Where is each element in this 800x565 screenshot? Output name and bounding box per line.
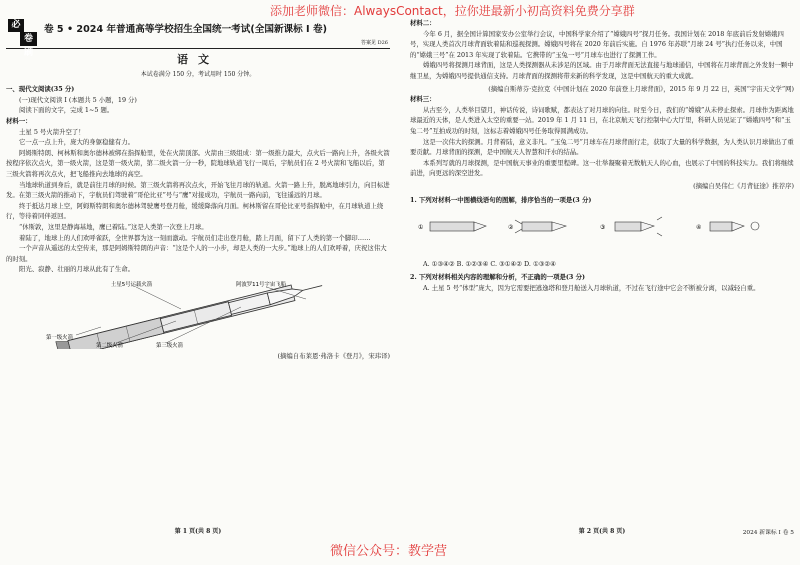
- subsection-heading: (一)现代文阅读 I (本题共 5 小题，19 分): [19, 95, 137, 104]
- stage-figure-4: [696, 222, 759, 231]
- watermark-top: 添加老师微信：AlwaysContact，拉你进最新小初高资料免费分享群: [270, 4, 635, 18]
- watermark-bottom: 微信公众号：教学营: [330, 544, 448, 559]
- source-citation: (摘编自斯蒂芬·克拉克《中国计划在 2020 年前登上月球背面》，2015 年 9 月 22 日，英国“宇宙天文学”网): [488, 84, 794, 93]
- paragraph: “休斯敦，这里是静海基地，鹰已着陆。”这是人类第一次登上月球。: [19, 222, 208, 231]
- paragraph: 着陆了，地球上的人们欢呼雀跃，全世界都为这一刻而激动。宇航员们走出登月舱，踏上月面，留下了人类的第一个脚印……: [19, 233, 371, 242]
- rocket-label: 土星5号运载火箭: [111, 281, 153, 288]
- paragraph: 从古至今，人类举目望月，神话传说，诗词歌赋，都表达了对月球的向往。时至今日，我们的“嫦娥”从未停止探索。月球作为距离地球最近的天体，是人类进入太空的重要一站。2019 年 1 月 11 日，在北京航天飞行控制中心大厅里，科研人员见证了“嫦娥四号”和“玉兔二号”互拍成功的时刻，这标志着嫦娥四号任务取得圆满成功。: [410, 105, 794, 135]
- question-2-option-a: A. 土星 5 号“体型”庞大，因为它需要把逃逸塔和登月舱送入月球轨道，不过在飞行途中它会不断被分离，以减轻自重。: [423, 283, 760, 292]
- svg-text:①: ①: [418, 224, 424, 232]
- rocket-label: 第一级火箭: [46, 334, 73, 341]
- paragraph: 本系列写就的月球探测，是中国航天事业的重要里程碑。这一壮举凝聚着无数航天人的心血，也展示了中国的科技实力。我们将继续前进，向更远的深空进发。: [410, 158, 794, 178]
- paragraph: 终于抵达月球上空，阿姆斯特朗和奥尔德林驾驶鹰号登月舱，缓缓降落向月面。柯林斯留在哥伦比亚号指挥舱中，在月球轨道上绕行，等待着同伴返回。: [6, 201, 384, 221]
- material-label: 材料二：: [410, 19, 436, 27]
- rocket-label: 第二级火箭: [96, 342, 123, 349]
- paragraph: 这是一次伟大的探测。月背着陆，意义非凡。“玉兔二号”月球车在月球背面行走，获取了大量的科学数据，为人类认识月球做出了重要贡献。月球背面的探测，是中国航天人智慧和汗水的结晶。: [410, 137, 794, 157]
- stage-figure-1: [418, 222, 486, 231]
- paragraph: 当地球轨道到身后，就是前往月球的时候。第三级火箭将再次点火，开始飞往月球的轨道。火箭一路上升，脱离地球引力，向目标进发。在第三级火箭的推动下，宇航员们驾驶着“哥伦比亚”号与“鹰”对接成功，宇航员一路向前，飞往遥远的月球。: [6, 180, 390, 200]
- section-heading: 一、现代文阅读(35 分): [6, 85, 75, 94]
- paragraph: 它一点一点上升，庞大的身躯稳健有力。: [19, 138, 135, 147]
- exam-banner: [6, 18, 390, 58]
- material-label: 材料三：: [410, 95, 436, 104]
- instruction: 阅读下面的文字，完成 1~5 题。: [19, 106, 114, 115]
- paragraph: 嫦娥四号将探测月球背面，这是人类探测器从未涉足的区域。由于月球背面无法直接与地球通信，中国将在月球背面之外发射一颗中继卫星，为嫦娥四号提供通信支持。月球背面的探测将带来新的科学发现，这是中国航天的重大成就。: [410, 61, 794, 80]
- question-1: 1. 下列对材料一中图横线语句的图解，排序恰当的一项是(3 分): [410, 195, 592, 204]
- rocket-label: 阿波罗11号宇宙飞船: [236, 281, 286, 288]
- paragraph: 阳光、寂静、壮丽的月球从此有了生命。: [19, 265, 135, 274]
- paragraph: 阿姆斯特朗、柯林斯和奥尔德林被绑在指挥舱里，处在火箭顶部。火箭由三级组成：第一级推力最大，点火后一路向上升，各级火箭按程序依次点火，第一级火箭，这是第一级火箭，第二级火箭一分一秒，院地球轨道飞行一周后，宇航员们在 2 号火箭和飞船以后，第三级火箭将再次点火，把飞船推向去地球的高空。: [6, 148, 390, 178]
- rocket-illustration: [6, 277, 390, 349]
- exam-title: 卷 5 • 2024 年普通高等学校招生全国统一考试(全国新课标 I 卷): [44, 24, 327, 35]
- paragraph: 一个声音从遥远的太空传来，那是阿姆斯特朗的声音：“这是个人的一小步，却是人类的一大步。”地球上的人们欢呼着，庆祝这伟大的时刻。: [6, 244, 387, 263]
- page-left: [6, 18, 390, 538]
- svg-text:④: ④: [696, 224, 702, 232]
- rocket-stage-sequence: [410, 208, 794, 252]
- rocket-label: 第三级火箭: [156, 342, 183, 349]
- badge-bottom: 卷刷: [20, 32, 37, 46]
- stage-figure-3: [600, 217, 662, 236]
- exam-corner-tag: 2024 新课标 I 卷 5: [742, 530, 794, 537]
- stage-figure-2: [508, 220, 566, 233]
- brand-badge: [8, 19, 40, 58]
- rocket-diagram: [6, 277, 390, 349]
- svg-text:②: ②: [508, 224, 514, 232]
- paragraph: 今年 6 月，据全国计算国家安办公室举行会议，中国科学家介绍了“嫦娥四号”探月任务。我国计划在 2018 年底前后发射嫦娥四号，实现人类首次月球背面软着陆和巡视探测。嫦娥四号将在 2020 年前后实施。自 1976 年苏联“月球 24 号”执行任务以来，中国的“嫦娥三号”在 2013 年实现了软着陆。它携带的“玉兔一号”月球车也进行了探测工作。: [410, 29, 784, 59]
- material-label: 材料一：: [6, 116, 32, 125]
- svg-text:③: ③: [600, 224, 606, 232]
- page-footer: 第 2 页(共 8 页): [578, 528, 626, 536]
- page-right: [410, 18, 794, 538]
- paragraph: 土星 5 号火箭升空了！: [19, 127, 85, 136]
- question-2: 2. 下列对材料相关内容的理解和分析，不正确的一项是(3 分): [410, 273, 585, 282]
- page-footer: 第 1 页(共 8 页): [174, 528, 222, 536]
- badge-top: 必: [8, 19, 24, 32]
- question-figure: [410, 208, 794, 256]
- exam-note: 本试卷满分 150 分，考试用时 150 分钟。: [140, 70, 256, 78]
- answer-code: 答案见 D26: [361, 40, 388, 46]
- question-1-options: A. ①③④② B. ①②③④ C. ③①④② D. ①③②④: [423, 259, 556, 268]
- source-citation: (摘编自布莱恩·弗洛卡《登月》，宋玮译): [277, 351, 390, 360]
- source-citation: (摘编自吴伟仁《月背征途》推荐序): [693, 181, 794, 190]
- subject-title: 语文: [177, 53, 219, 66]
